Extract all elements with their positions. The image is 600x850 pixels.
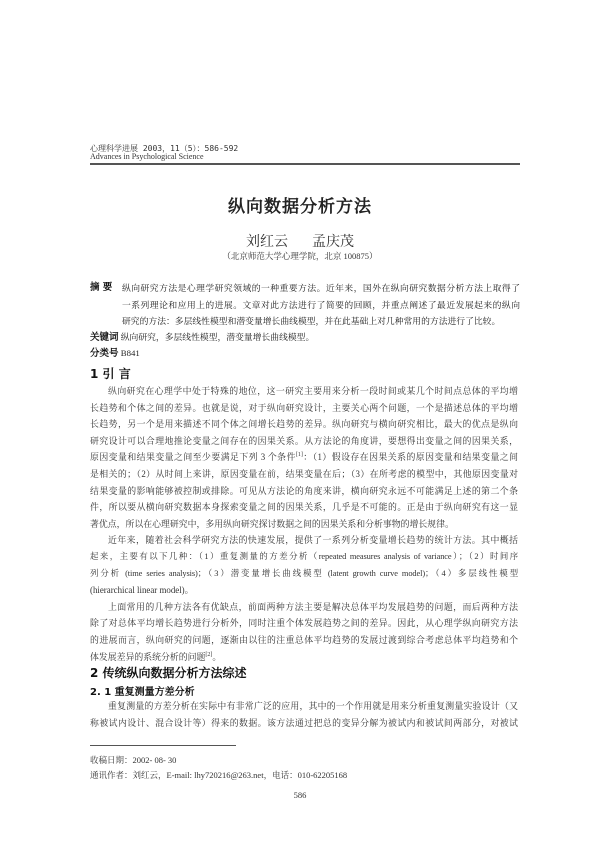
- keywords-label: 关键词: [90, 332, 119, 343]
- text: 原因变量和结果变量之间至少要满足下列 3 个条件: [90, 452, 296, 463]
- author-2: 孟庆茂: [312, 235, 354, 250]
- journal-citation: 心理科学进展 2003，11（5）：586-592: [90, 144, 239, 153]
- keywords: [90, 329, 520, 343]
- text-line: (hierarchical linear model)。: [90, 585, 194, 596]
- text: 体发展差异的系统分析的问题: [90, 651, 206, 662]
- footnote-rule: [90, 745, 236, 746]
- received-date: 收稿日期：2002- 08- 30: [90, 755, 177, 765]
- text-line: [90, 449, 518, 466]
- text: ：（1）假设存在因果关系的原因变量和结果变量之间: [302, 452, 519, 463]
- classification-label: 分类号: [90, 348, 119, 359]
- text-line: 的进展而言，纵向研究的问题，逐渐由以往的注重总体平均趋势的发展过渡到综合考虑总体平均趋势和个: [90, 634, 518, 645]
- journal-english-name: Advances in Psychological Science: [90, 152, 204, 161]
- text-line: 起来，主要有以下几种：（1）重复测量的方差分析（repeated measures analysis of variance）；（2）时间序: [90, 551, 518, 561]
- section-2-body: [90, 698, 518, 731]
- keywords-text: 纵向研究，多层线性模型，潜变量增长曲线模型。: [120, 332, 315, 342]
- text-line: 长趋势和个体之间的差异。也就是说，对于纵向研究设计，主要关心两个问题，一个是描述总体的平均增: [90, 402, 518, 413]
- text-line: 著优点，所以在心理研究中，多用纵向研究探讨数据之间的因果关系和分析事物的增长规律。: [90, 518, 454, 529]
- text-line: 重复测量的方差分析在实际中有非常广泛的应用，其中的一个作用就是用来分析重复测量实验设计（又: [108, 701, 518, 711]
- abstract-line: 一系列理论和应用上的进展。文章对此方法进行了简要的回顾，并重点阐述了最近发展起来的纵向: [122, 299, 520, 310]
- text-line: 近年来，随着社会科学研究方法的快速发展，提供了一系列分析变量增长趋势的统计方法。其中概括: [108, 535, 518, 546]
- subsection-2-1-heading: 2. 1 重复测量方差分析: [90, 687, 195, 698]
- affiliation: （北京师范大学心理学院，北京 100875）: [222, 251, 378, 261]
- section-1-heading: 1 引 言: [90, 367, 131, 381]
- text-line: 研究设计可以合理地推论变量之间存在的因果关系。从方法论的角度讲，要想得出变量之间的因果关系，: [90, 435, 518, 446]
- text-line: 除了对总体平均增长趋势进行分析外，同时注重个体发展趋势之间的差异。因此，从心理学纵向研究方法: [90, 618, 518, 629]
- text-line: 结果变量的影响能够被控制或排除。可见从方法论的角度来讲，横向研究永远不可能满足上述的第二个条: [90, 485, 518, 496]
- text-line: 是相关的；（2）从时间上来讲，原因变量在前，结果变量在后；（3）在所考虑的模型中，其他原因变量对: [90, 468, 518, 479]
- abstract-line: 研究的方法：多层线性模型和潜变量增长曲线模型，并在此基础上对几种常用的方法进行了比较。: [122, 316, 501, 326]
- citation-ref[interactable]: [2]: [205, 651, 213, 658]
- section-2-heading: 2 传统纵向数据分析方法综述: [90, 666, 247, 680]
- abstract-line: 纵向研究方法是心理学研究领域的一种重要方法。近年来，国外在纵向研究数据分析方法上取得了: [122, 283, 520, 293]
- text-line: [90, 649, 518, 666]
- header-rule: [90, 163, 520, 165]
- authors: [0, 231, 600, 251]
- corresponding-author: 通讯作者：刘红云，E-mail: lhy720216@263.net，电话：010-62205168: [90, 770, 348, 780]
- classification-code: B841: [120, 348, 140, 358]
- text-line: 件，所以要从横向研究数据本身探索变量之间的因果关系，几乎是不可能的。正是由于纵向研究有这一显: [90, 502, 518, 513]
- text-line: 上面常用的几种方法各有优缺点，前面两种方法主要是解决总体平均发展趋势的问题，而后两种方法: [108, 601, 518, 612]
- text: 。: [212, 651, 222, 662]
- section-1-body: [90, 383, 518, 665]
- text-line: 纵向研究在心理学中处于特殊的地位，这一研究主要用来分析一段时间或某几个时间点总体的平均增: [108, 386, 518, 396]
- citation-ref[interactable]: [1]: [295, 452, 303, 459]
- author-1: 刘红云: [246, 235, 288, 250]
- text-line: 列分析 (time series analysis)；（3）潜变量增长曲线模型 (latent growth curve model)；（4）多层线性模型: [90, 568, 518, 578]
- paper-title: 纵向数据分析方法: [228, 197, 372, 217]
- abstract: [90, 280, 520, 330]
- classification: [90, 345, 140, 359]
- text-line: 称被试内设计、混合设计等）得来的数据。该方法通过把总的变异分解为被试内和被试间两部分，对被试: [90, 717, 518, 728]
- page-number: 586: [293, 790, 307, 800]
- text-line: 长趋势，另一个是用来描述不同个体之间增长趋势的差异。纵向研究与横向研究相比，最大的优点是纵向: [90, 419, 518, 430]
- abstract-label: 摘 要: [90, 282, 113, 293]
